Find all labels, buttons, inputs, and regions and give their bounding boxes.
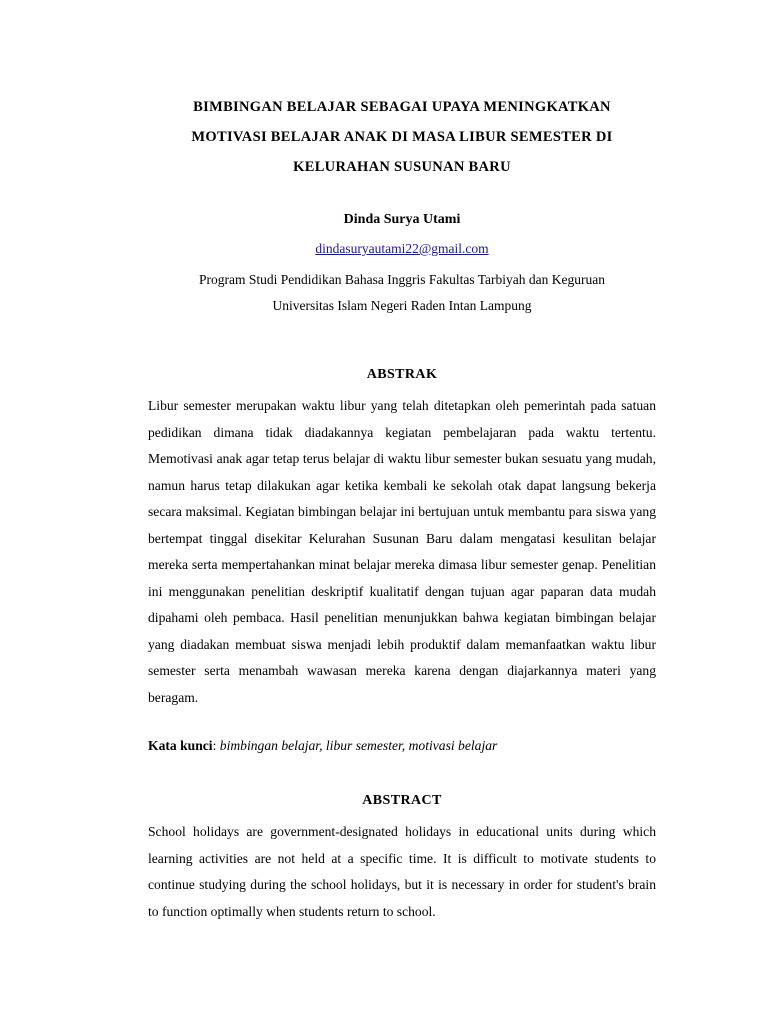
keywords-separator: :	[212, 738, 220, 753]
title-line-2: MOTIVASI BELAJAR ANAK DI MASA LIBUR SEMESTER DI	[191, 129, 613, 145]
keywords-value: bimbingan belajar, libur semester, motivasi belajar	[219, 738, 498, 753]
author-email	[148, 239, 656, 259]
keywords-label: Kata kunci	[148, 738, 213, 753]
abstrak-heading: ABSTRAK	[366, 367, 438, 382]
affiliation-line-2: Universitas Islam Negeri Raden Intan Lampung	[272, 298, 532, 313]
title-line-1: BIMBINGAN BELAJAR SEBAGAI UPAYA MENINGKATKAN	[193, 99, 611, 115]
affiliation	[148, 267, 656, 319]
page-title	[148, 92, 656, 182]
affiliation-line-1: Program Studi Pendidikan Bahasa Inggris Fakultas Tarbiyah dan Keguruan	[199, 272, 605, 287]
abstrak-body: Libur semester merupakan waktu libur yang telah ditetapkan oleh pemerintah pada satuan pedidikan dimana tidak diadakannya kegiatan pembelajaran pada waktu tertentu. Memotivasi anak agar tetap terus belajar di waktu libur semester bukan sesuatu yang mudah, namun harus tetap dilakukan agar ketika kembali ke sekolah otak dapat langsung bekerja secara maksimal. Kegiatan bimbingan belajar ini bertujuan untuk membantu para siswa yang bertempat tinggal disekitar Kelurahan Susunan Baru dalam mengatasi kesulitan belajar mereka serta mempertahankan minat belajar mereka dimasa libur semester genap. Penelitian ini menggunakan penelitian deskriptif kualitatif dengan tujuan agar paparan data mudah dipahami oleh pembaca. Hasil penelitian menunjukkan bahwa kegiatan bimbingan belajar yang diadakan membuat siswa menjadi lebih produktif dalam memanfaatkan waktu libur semester serta menambah wawasan mereka karena dengan diajarkannya materi yang beragam.	[148, 398, 656, 705]
title-line-3: KELURAHAN SUSUNAN BARU	[293, 159, 511, 175]
keywords	[148, 733, 656, 759]
author-email-link[interactable]: dindasuryautami22@gmail.com	[315, 241, 489, 256]
author-name: Dinda Surya Utami	[343, 212, 461, 227]
abstract-body: School holidays are government-designated holidays in educational units during which learning activities are not held at a specific time. It is difficult to motivate students to continue studying during the school holidays, but it is necessary in order for student's brain to function optimally when students return to school.	[148, 824, 656, 919]
abstract-heading: ABSTRACT	[362, 793, 442, 808]
